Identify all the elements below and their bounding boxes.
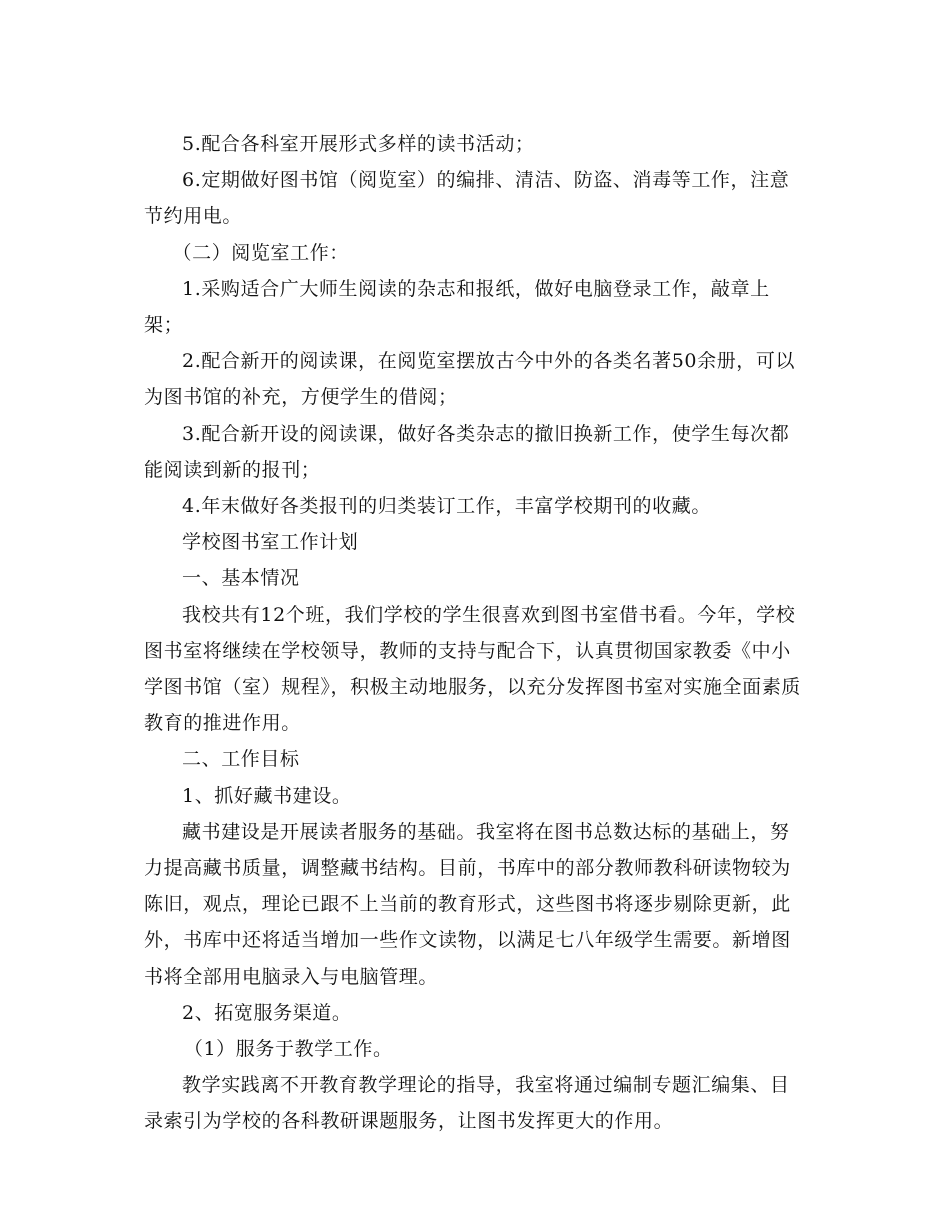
paragraph-basic-situation: 我校共有12个班，我们学校的学生很喜欢到图书室借书看。今年，学校图书室将继续在学校领导，教师的支持与配合下，认真贯彻国家教委《中小学图书馆（室）规程》，积极主动地服务，以充分发挥图书室对实施全面素质教育的推进作用。 bbox=[144, 603, 801, 735]
paragraph-book-collection: 藏书建设是开展读者服务的基础。我室将在图书总数达标的基础上，努力提高藏书质量，调整藏书结构。目前，书库中的部分教师教科研读物较为陈旧，观点，理论已跟不上当前的教育形式，这些图书将逐步剔除更新，此外，书库中还将适当增加一些作文读物，以满足七八年级学生需要。新增图书将全部用电脑录入与电脑管理。 bbox=[144, 820, 791, 988]
subheading-book-collection: 1、抓好藏书建设。 bbox=[182, 784, 352, 807]
paragraph-item-6: 6.定期做好图书馆（阅览室）的编排、清洁、防盗、消毒等工作，注意节约用电。 bbox=[144, 169, 790, 228]
paragraph-reading-room-4: 4.年末做好各类报刊的归类装订工作，丰富学校期刊的收藏。 bbox=[182, 495, 711, 518]
paragraph-reading-room-3: 3.配合新开设的阅读课，做好各类杂志的撤旧换新工作，使学生每次都能阅读到新的报刊； bbox=[144, 422, 790, 481]
document-body bbox=[144, 126, 806, 1140]
paragraph-teaching-service: 教学实践离不开教育教学理论的指导，我室将通过编制专题汇编集、目录索引为学校的各科教研课题服务，让图书发挥更大的作用。 bbox=[144, 1074, 790, 1133]
paragraph-reading-room-2: 2.配合新开的阅读课，在阅览室摆放古今中外的各类名著50余册，可以为图书馆的补充，方便学生的借阅； bbox=[144, 350, 796, 409]
paragraph-item-5: 5.配合各科室开展形式多样的读书活动； bbox=[182, 133, 535, 155]
subheading-teaching-service: （1）服务于教学工作。 bbox=[183, 1038, 393, 1061]
section-heading-basic-situation: 一、基本情况 bbox=[182, 567, 300, 590]
document-title: 学校图书室工作计划 bbox=[182, 531, 359, 554]
paragraph-reading-room-1: 1.采购适合广大师生阅读的杂志和报纸，做好电脑登录工作，敲章上架； bbox=[144, 277, 770, 337]
subheading-service-channels: 2、拓宽服务渠道。 bbox=[182, 1001, 352, 1024]
section-heading-reading-room: （二）阅览室工作： bbox=[172, 241, 349, 264]
section-heading-work-goals: 二、工作目标 bbox=[182, 748, 300, 771]
